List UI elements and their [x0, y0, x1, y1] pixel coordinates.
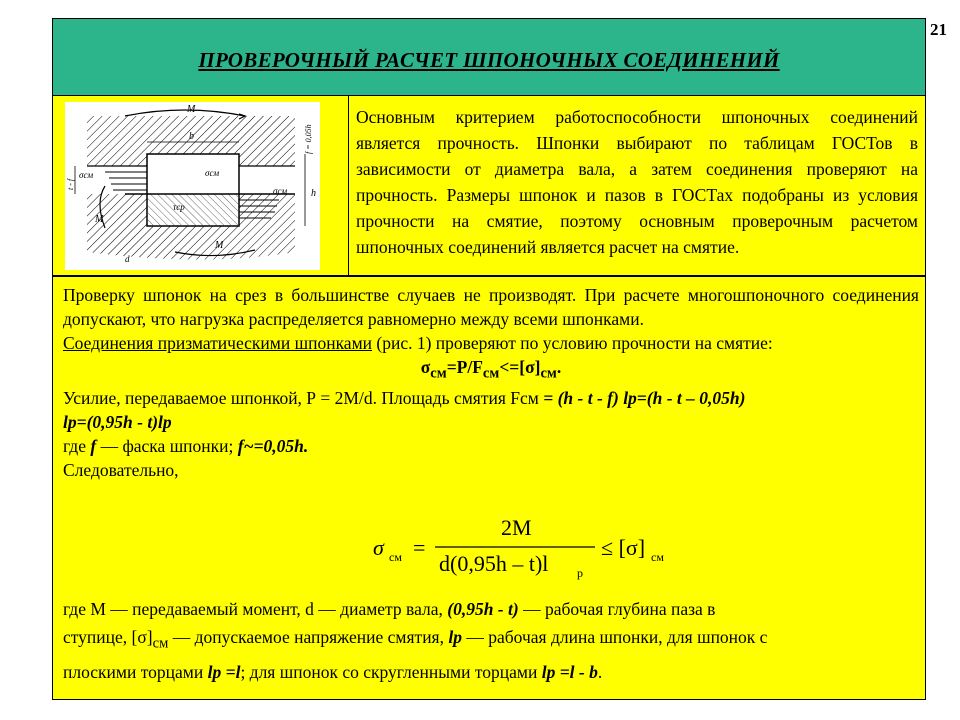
tail1-c: — рабочая глубина паза в [518, 599, 716, 619]
formula-numerator: 2M [501, 515, 532, 540]
stress-arrows-left [105, 172, 147, 190]
key-lower-part [147, 194, 239, 226]
formula-eq: = [413, 535, 426, 560]
tail-line-3 [63, 658, 919, 686]
f1-sub: см [430, 365, 447, 382]
paragraph-shear: Проверку шпонок на срез в большинстве случаев не производят. При расчете многошпоночного соединения допускают, что нагрузка распределяется равномерно между всеми шпонками. [63, 285, 919, 329]
label-h: h [311, 188, 316, 199]
key-joint-figure [65, 102, 320, 270]
tail3-d: lр =l - b [541, 661, 598, 682]
chamfer-where: где [63, 435, 91, 456]
paragraph-chamfer [63, 434, 919, 458]
tail2-sub: см [152, 635, 169, 652]
formula-lhs: σ [373, 535, 384, 560]
label-d: d [125, 254, 130, 264]
title-bar [52, 18, 926, 96]
force-text: Усилие, передаваемое шпонкой, Р = 2М/d. Площадь смятия Fсм [63, 387, 544, 408]
formula-denominator: d(0,95h – t)l [439, 551, 549, 576]
label-M-top: M [187, 104, 196, 115]
label-tau: τср [173, 202, 185, 212]
tail-line-2 [63, 623, 919, 658]
formula-rhs-sub: см [651, 550, 664, 564]
therefore-text: Следовательно, [63, 459, 179, 480]
tail2-a: ступице, [σ] [63, 627, 153, 647]
tail3-e: . [597, 661, 603, 682]
tail2-d: — рабочая длина шпонки, для шпонок с [461, 627, 768, 647]
chamfer-text: — фаска шпонки; [96, 435, 238, 456]
tail3-b: lр =l [207, 661, 241, 682]
panel-divider [348, 96, 349, 276]
label-f: f = 0,05h [304, 124, 313, 154]
intro-text: Основным критерием работоспособности шпоночных соединений является прочность. Шпонки выбирают по таблицам ГОСТов в зависимости от диаметра вала, а затем соединения проверяют на прочность. Размеры шпонок и пазов в ГОСТах подобраны из условия прочности на смятие, поэтому основным проверочным расчетом шпоночных соединений является расчет на смятие. [356, 107, 918, 257]
label-M-left: M [95, 214, 104, 225]
prismatic-text: (рис. 1) проверяют по условию прочности на смятие: [372, 333, 773, 353]
label-sigma-right: σсм [273, 186, 288, 196]
stress-formula [363, 511, 723, 581]
label-b: b [189, 131, 194, 142]
chamfer-value: f~=0,05h. [237, 435, 309, 456]
formula-lhs-sub: см [389, 550, 402, 564]
page-number: 21 [930, 20, 947, 39]
explanation-text [63, 595, 919, 686]
label-sigma-mid: σсм [205, 168, 220, 178]
label-t: t - f [66, 178, 75, 190]
main-panel [52, 276, 926, 700]
intro-panel [52, 96, 926, 276]
formula-crush-condition [63, 355, 919, 386]
tail1-b: (0,95h - t) [447, 599, 519, 619]
paragraph-prismatic [63, 331, 919, 355]
tail-line-1 [63, 595, 919, 623]
area-formula: = (h - t - f) lр=(h - t – 0,05h) [543, 387, 746, 408]
prismatic-keys-heading: Соединения призматическими шпонками [63, 333, 373, 353]
label-sigma-left: σсм [79, 170, 94, 180]
tail1-a: где М — передаваемый момент, d — диаметр вала, [63, 599, 448, 619]
paragraph-force [63, 386, 919, 410]
f1-dot: . [556, 357, 562, 377]
f1-end: <=[σ] [499, 357, 541, 377]
key-joint-drawing [65, 102, 320, 270]
tail3-c: ; для шпонок со скругленными торцами [240, 661, 542, 682]
area-formula-cont: lр=(0,95h - t)lр [63, 411, 172, 432]
tail2-b: — допускаемое напряжение смятия, [168, 627, 449, 647]
formula-den-sub: р [577, 566, 583, 580]
f1-sub3: см [540, 365, 557, 382]
f1-sigma: σ [420, 357, 431, 377]
formula-leq: ≤ [σ] [601, 535, 646, 560]
f1-sub2: см [482, 365, 500, 382]
label-M-bottom: M [215, 240, 224, 251]
tail2-c: lр [448, 627, 462, 647]
tail3-a: плоскими торцами [63, 661, 208, 682]
main-text [63, 283, 919, 482]
chamfer-f: f [90, 435, 97, 456]
page-title: ПРОВЕРОЧНЫЙ РАСЧЕТ ШПОНОЧНЫХ СОЕДИНЕНИЙ [198, 47, 780, 72]
f1-mid: =P/F [446, 357, 483, 377]
